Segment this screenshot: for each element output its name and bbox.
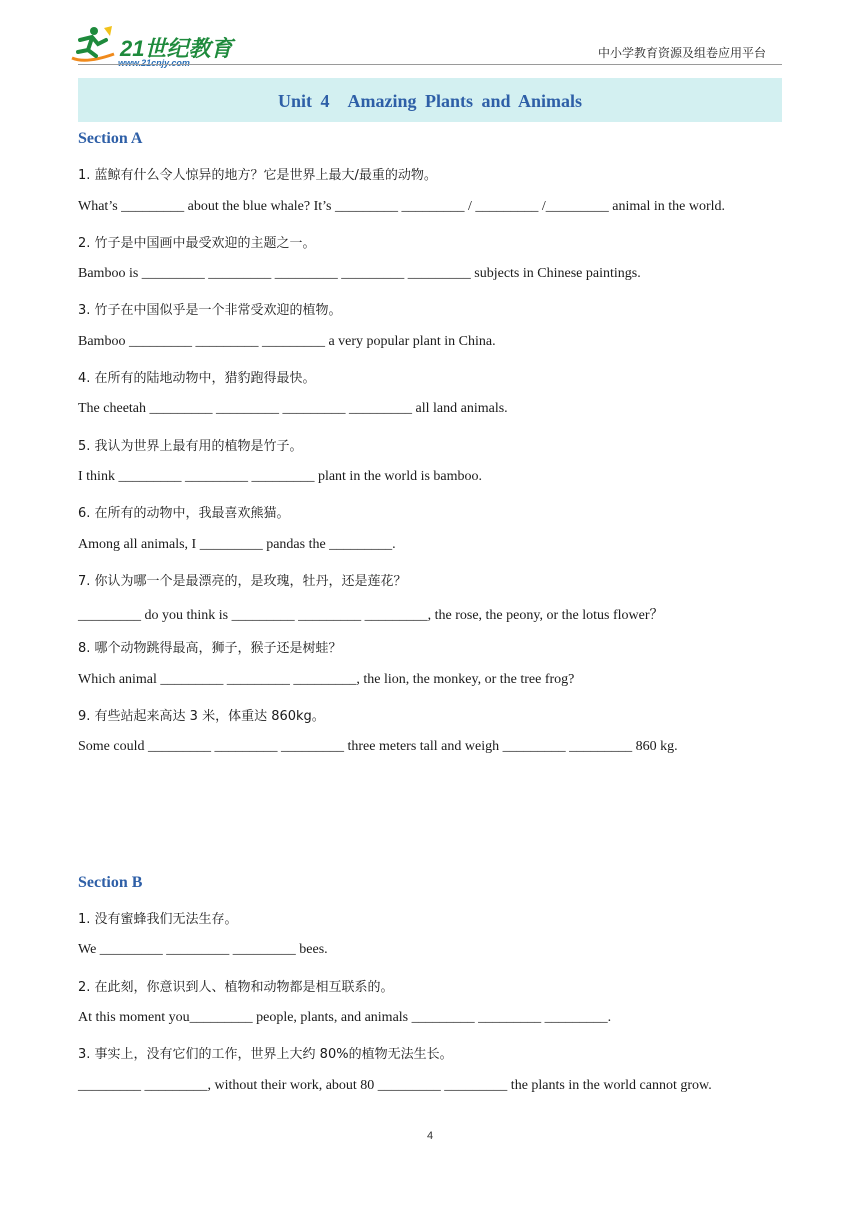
runner-logo-icon	[66, 24, 118, 66]
question-zh: 5. 我认为世界上最有用的植物是竹子。	[78, 439, 303, 454]
question-zh: 2. 在此刻，你意识到人、植物和动物都是相互联系的。	[78, 980, 394, 995]
question-en: _________ do you think is _________ _________ _________, the rose, the peony, or the lotus flower？	[78, 608, 664, 623]
logo-text: 21世纪教育	[120, 36, 233, 61]
unit-title: Unit 4 Amazing Plants and Animals	[277, 91, 583, 111]
site-logo[interactable]	[66, 24, 236, 68]
question-zh: 3. 竹子在中国似乎是一个非常受欢迎的植物。	[78, 303, 342, 318]
question-zh: 4. 在所有的陆地动物中，猎豹跑得最快。	[78, 371, 316, 386]
question-en: Which animal _________ _________ _________, the lion, the monkey, or the tree frog?	[78, 672, 575, 687]
question-zh: 6. 在所有的动物中，我最喜欢熊猫。	[78, 506, 290, 521]
page-number: 4	[426, 1130, 434, 1142]
question-zh: 9. 有些站起来高达 3 米，体重达 860kg。	[78, 709, 325, 724]
question-zh: 1. 蓝鲸有什么令人惊异的地方？它是世界上最大/最重的动物。	[78, 168, 437, 183]
platform-name: 中小学教育资源及组卷应用平台	[597, 46, 766, 60]
question-en: Some could _________ _________ _________ three meters tall and weigh _________ _________ 860 kg.	[78, 739, 678, 754]
question-en: _________ _________, without their work, about 80 _________ _________ the plants in the world cannot grow.	[78, 1078, 712, 1093]
question-zh: 2. 竹子是中国画中最受欢迎的主题之一。	[78, 236, 316, 251]
question-en: Bamboo _________ _________ _________ a very popular plant in China.	[78, 334, 496, 349]
question-zh: 8. 哪个动物跳得最高，狮子，猴子还是树蛙？	[78, 641, 342, 656]
section-a-title: Section A	[78, 130, 143, 147]
section-b-title: Section B	[78, 874, 143, 891]
question-en: I think _________ _________ _________ plant in the world is bamboo.	[78, 469, 483, 484]
question-zh: 1. 没有蜜蜂我们无法生存。	[78, 912, 238, 927]
question-zh: 7. 你认为哪一个是最漂亮的，是玫瑰，牡丹，还是莲花？	[78, 574, 407, 589]
header-divider	[78, 64, 782, 65]
question-en: What’s _________ about the blue whale? It’s _________ _________ / _________ /_________ animal in the world.	[78, 199, 726, 214]
question-en: The cheetah _________ _________ _________ _________ all land animals.	[78, 401, 508, 416]
page-header	[0, 0, 860, 70]
title-banner	[78, 78, 782, 122]
question-zh: 3. 事实上，没有它们的工作，世界上大约 80%的植物无法生长。	[78, 1047, 453, 1062]
logo-url: www.21cnjy.com	[118, 58, 190, 68]
question-en: Among all animals, I _________ pandas the _________.	[78, 537, 396, 552]
question-en: At this moment you_________ people, plants, and animals _________ _________ _________.	[78, 1010, 612, 1025]
question-en: Bamboo is _________ _________ _________ _________ _________ subjects in Chinese paintings.	[78, 266, 641, 281]
question-en: We _________ _________ _________ bees.	[78, 942, 328, 957]
